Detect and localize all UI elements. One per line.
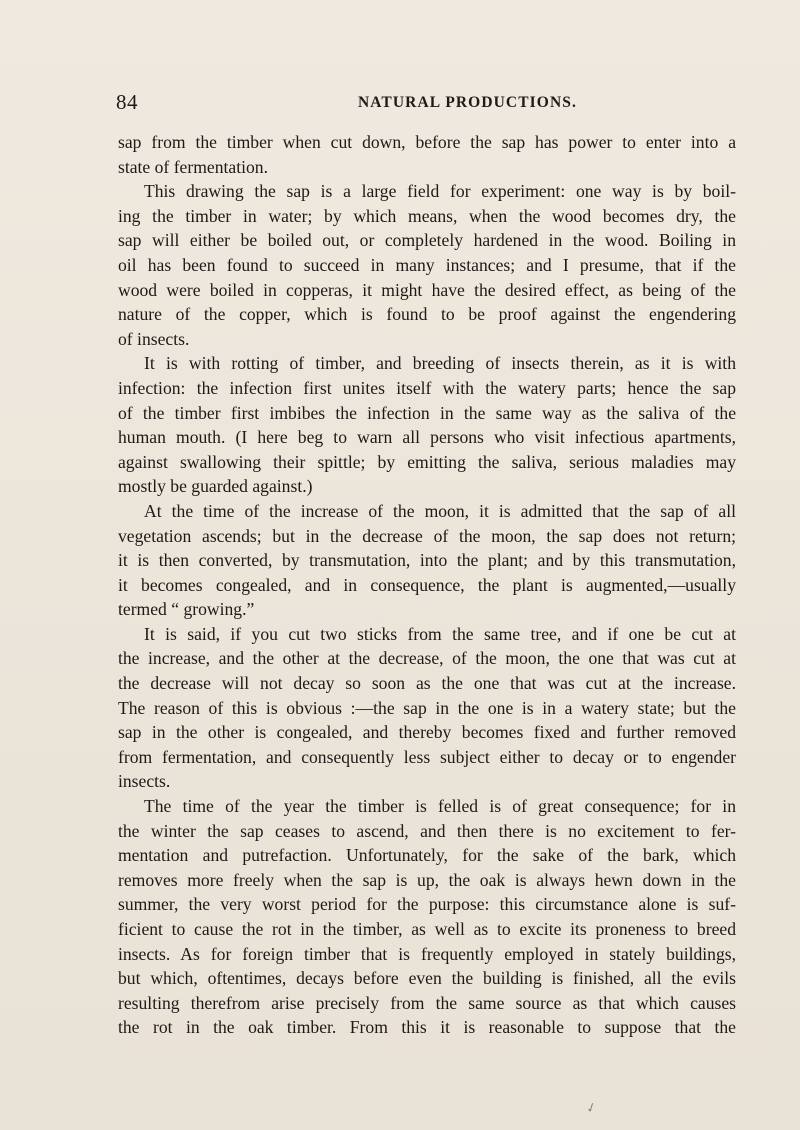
text-line: insects.: [118, 771, 171, 792]
text-line: nature of the copper, which is found to be proof against the engendering: [118, 304, 736, 325]
text-line: wood were boiled in copperas, it might have the desired effect, as being of the: [118, 279, 736, 300]
text-line: It is said, if you cut two sticks from the same tree, and if one be cut at: [144, 623, 736, 644]
text-line: removes more freely when the sap is up, the oak is always hewn down in the: [118, 869, 736, 890]
text-line: but which, oftentimes, decays before even the building is finished, all the evils: [118, 968, 736, 989]
text-line: summer, the very worst period for the purpose: this circumstance alone is suf-: [118, 894, 736, 915]
text-line: At the time of the increase of the moon, it is admitted that the sap of all: [144, 500, 736, 521]
text-line: against swallowing their spittle; by emitting the saliva, serious maladies may: [118, 451, 736, 472]
text-line: sap from the timber when cut down, before the sap has power to enter into a: [118, 132, 736, 152]
text-line: vegetation ascends; but in the decrease of the moon, the sap does not return;: [118, 525, 736, 546]
body-text: [118, 130, 736, 1040]
text-line: from fermentation, and consequently less subject either to decay or to engender: [118, 746, 736, 767]
text-line: the decrease will not decay so soon as the one that was cut at the increase.: [118, 673, 736, 694]
text-line: state of fermentation.: [118, 156, 268, 177]
text-line: of the timber first imbibes the infection in the same way as the saliva of the: [118, 402, 736, 423]
text-line: resulting therefrom arise precisely from the same source as that which causes: [118, 992, 736, 1013]
text-line: oil has been found to succeed in many instances; and I presume, that if the: [118, 254, 736, 275]
text-line: sap in the other is congealed, and thereby becomes fixed and further removed: [118, 722, 736, 743]
text-line: infection: the infection first unites itself with the watery parts; hence the sap: [118, 377, 736, 398]
pencil-mark: ✓: [583, 1098, 599, 1117]
text-line: mentation and putrefaction. Unfortunately, for the sake of the bark, which: [118, 845, 736, 866]
text-line: termed “ growing.”: [118, 599, 255, 620]
text-line: ing the timber in water; by which means, when the wood becomes dry, the: [118, 205, 736, 226]
running-title: NATURAL PRODUCTIONS.: [358, 94, 577, 111]
text-line: It is with rotting of timber, and breeding of insects therein, as it is with: [144, 353, 736, 374]
text-line: the increase, and the other at the decrease, of the moon, the one that was cut at: [118, 648, 736, 669]
text-line: it becomes congealed, and in consequence, the plant is augmented,—usually: [118, 574, 736, 595]
text-line: ficient to cause the rot in the timber, as well as to excite its proneness to breed: [118, 919, 736, 939]
text-line: of insects.: [118, 328, 190, 349]
text-line: it is then converted, by transmutation, into the plant; and by this transmutation,: [118, 550, 736, 571]
text-line: The reason of this is obvious :—the sap in the one is in a watery state; but the: [118, 697, 736, 718]
running-head: [116, 90, 736, 114]
text-line: mostly be guarded against.): [118, 476, 313, 497]
text-line: insects. As for foreign timber that is frequently employed in stately buildings,: [118, 943, 736, 964]
text-line: sap will either be boiled out, or completely hardened in the wood. Boiling in: [118, 230, 736, 251]
page-number: 84: [116, 90, 138, 114]
text-line: This drawing the sap is a large field for experiment: one way is by boil-: [144, 181, 736, 202]
text-line: human mouth. (I here beg to warn all persons who visit infectious apartments,: [118, 427, 736, 448]
text-line: the rot in the oak timber. From this it is reasonable to suppose that the: [118, 1017, 736, 1038]
text-line: the winter the sap ceases to ascend, and then there is no excitement to fer-: [118, 820, 736, 841]
text-line: The time of the year the timber is felled is of great consequence; for in: [144, 796, 736, 817]
